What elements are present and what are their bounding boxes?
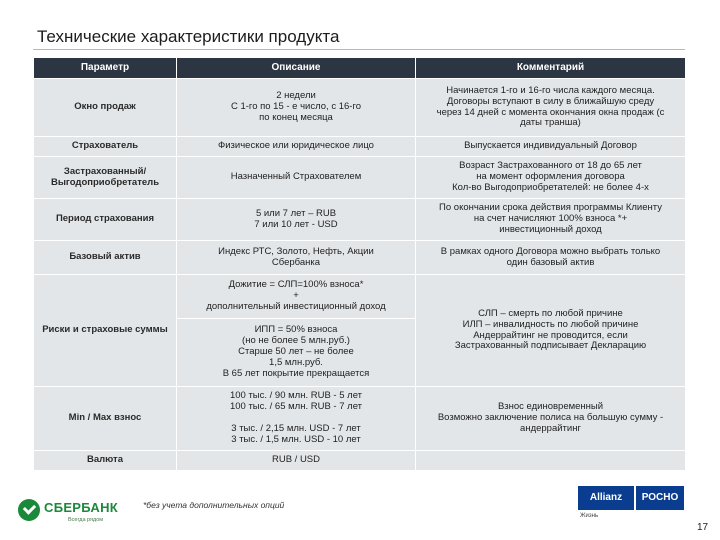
cell-text-line: на момент оформления договора xyxy=(476,171,625,183)
cell-text-line: Выпускается индивидуальный Договор xyxy=(464,140,637,152)
comment-cell xyxy=(416,137,686,157)
comment-cell xyxy=(416,241,686,275)
title-divider xyxy=(33,49,685,50)
cell-text-line: ИПП = 50% взноса xyxy=(254,324,338,336)
spec-table xyxy=(33,57,686,471)
table-row xyxy=(34,451,686,471)
cell-text-line: 3 тыс. / 2,15 млн. USD - 7 лет xyxy=(231,422,361,434)
param-cell: Базовый актив xyxy=(34,241,177,275)
comment-cell xyxy=(416,79,686,137)
table-header-row xyxy=(34,58,686,79)
comment-cell xyxy=(416,157,686,199)
cell-text-line: один базовый актив xyxy=(506,256,595,268)
table-row xyxy=(34,157,686,199)
sberbank-logo xyxy=(18,497,118,529)
cell-text-line xyxy=(420,455,681,466)
cell-text-line: Начинается 1-го и 16-го числа каждого месяца. xyxy=(446,84,655,96)
cell-text-line: (но не более 5 млн.руб.) xyxy=(242,335,350,347)
cell-text-line: Назначенный Страхователем xyxy=(230,171,362,183)
description-cell xyxy=(177,275,416,319)
cell-text-line: на счет начисляют 100% взноса *+ xyxy=(473,213,628,225)
param-cell: Страхователь xyxy=(34,137,177,157)
description-cell xyxy=(177,451,416,471)
cell-text-line: В рамках одного Договора можно выбрать только xyxy=(440,245,661,257)
cell-text-line: 1,5 млн.руб. xyxy=(269,356,323,368)
cell-text-line: 3 тыс. / 1,5 млн. USD - 10 лет xyxy=(231,433,361,445)
description-cell xyxy=(177,199,416,241)
cell-text-line: инвестиционный доход xyxy=(499,223,602,235)
cell-text-line: 2 недели xyxy=(276,90,316,102)
cell-text-line: С 1-го по 15 - е число, с 16-го xyxy=(230,101,361,113)
table-row xyxy=(34,79,686,137)
cell-text-line: Кол-во Выгодоприобретателей: не более 4-х xyxy=(452,181,649,193)
comment-cell xyxy=(416,199,686,241)
table-row xyxy=(34,241,686,275)
param-cell: Риски и страховые суммы xyxy=(34,275,177,387)
table-row xyxy=(34,387,686,451)
cell-text-line: андеррайтинг xyxy=(520,422,581,434)
partner-logo-subtitle: Жизнь xyxy=(580,513,599,519)
cell-text-line: По окончании срока действия программы Клиенту xyxy=(439,202,662,214)
table-row xyxy=(34,137,686,157)
cell-text-line: 5 или 7 лет – RUB xyxy=(255,207,337,219)
cell-text-line: В 65 лет покрытие прекращается xyxy=(222,367,370,379)
description-cell xyxy=(177,157,416,199)
footnote: *без учета дополнительных опций xyxy=(143,500,285,510)
table-row xyxy=(34,275,686,319)
comment-cell xyxy=(416,275,686,387)
cell-text-line: дополнительный инвестиционный доход xyxy=(206,300,386,312)
cell-text-line: Физическое или юридическое лицо xyxy=(218,140,374,152)
cell-text-line: Застрахованный подписывает Декларацию xyxy=(454,340,647,352)
header-description: Описание xyxy=(177,58,416,79)
cell-text-line: + xyxy=(293,290,299,302)
description-cell xyxy=(177,387,416,451)
description-cell xyxy=(177,137,416,157)
cell-text-line: даты транша) xyxy=(520,117,581,129)
cell-text-line: ИЛП – инвалидность по любой причине xyxy=(462,318,639,330)
cell-text-line: 100 тыс. / 90 млн. RUB - 5 лет xyxy=(229,390,363,402)
page-number: 17 xyxy=(697,522,709,533)
cell-text-line: Возраст Застрахованного от 18 до 65 лет xyxy=(459,160,642,172)
rosno-logo-text: РОСНО xyxy=(636,486,684,510)
param-cell: Застрахованный/ Выгодоприобретатель xyxy=(34,157,177,199)
cell-text-line: по конец месяца xyxy=(259,111,333,123)
cell-text-line: Договоры вступают в силу в ближайшую среду xyxy=(446,95,655,107)
param-cell: Min / Max взнос xyxy=(34,387,177,451)
cell-text-line: Дожитие = СЛП=100% взноса* xyxy=(228,279,364,291)
page-title: Технические характеристики продукта xyxy=(37,27,340,46)
header-param: Параметр xyxy=(34,58,177,79)
comment-cell xyxy=(416,451,686,471)
cell-text-line: Андеррайтинг не проводится, если xyxy=(473,329,628,341)
cell-text-line: Индекс РТС, Золото, Нефть, Акции xyxy=(218,245,374,257)
cell-text-line: Сбербанка xyxy=(271,256,321,268)
header-comment: Комментарий xyxy=(416,58,686,79)
description-cell xyxy=(177,319,416,387)
allianz-rosno-logo xyxy=(578,486,688,526)
sberbank-logo-tagline: Всегда рядом xyxy=(68,517,104,523)
cell-text-line: Старше 50 лет – не более xyxy=(238,346,354,358)
cell-text-line: 100 тыс. / 65 млн. RUB - 7 лет xyxy=(229,401,363,413)
cell-text-line: через 14 дней с момента окончания окна продаж (с xyxy=(436,106,665,118)
table-row xyxy=(34,199,686,241)
cell-text-line: RUB / USD xyxy=(271,454,321,466)
cell-text-line: Взнос единовременный xyxy=(497,401,604,413)
comment-cell xyxy=(416,387,686,451)
cell-text-line: 7 или 10 лет - USD xyxy=(254,218,338,230)
param-cell: Период страхования xyxy=(34,199,177,241)
description-cell xyxy=(177,79,416,137)
sberbank-mark-icon xyxy=(18,499,40,521)
allianz-logo-text: Allianz xyxy=(578,486,634,510)
sberbank-logo-name: СБЕРБАНК xyxy=(44,500,119,515)
cell-text-line: СЛП – смерть по любой причине xyxy=(478,307,623,319)
param-cell: Окно продаж xyxy=(34,79,177,137)
description-cell xyxy=(177,241,416,275)
cell-text-line: Возможно заключение полиса на большую сумму - xyxy=(437,412,664,424)
param-cell: Валюта xyxy=(34,451,177,471)
